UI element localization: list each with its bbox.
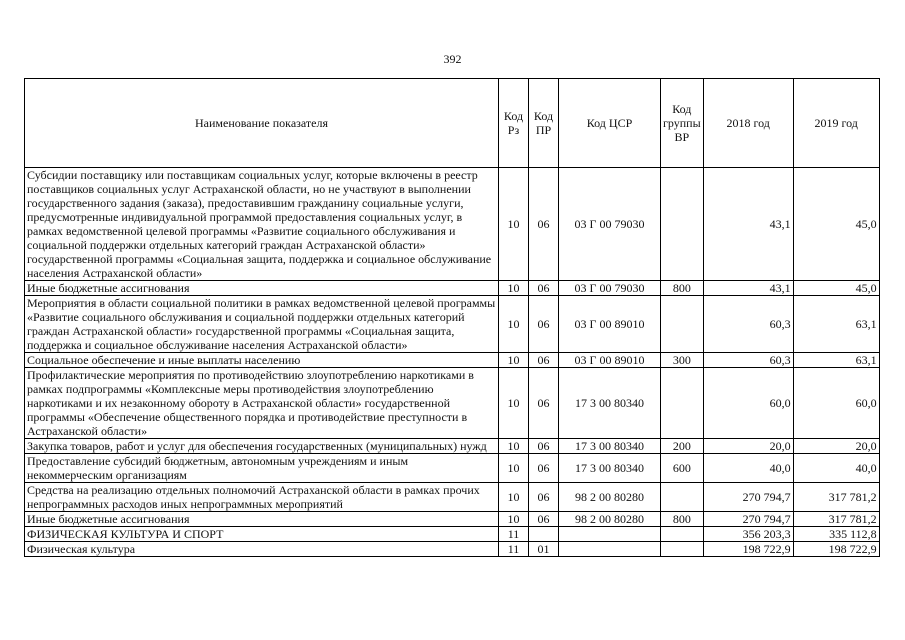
header-2019: 2019 год — [793, 79, 879, 168]
header-vr: Код группы ВР — [661, 79, 704, 168]
row-pr: 06 — [529, 296, 559, 353]
header-rz: Код Рз — [499, 79, 529, 168]
row-2019: 63,1 — [793, 296, 879, 353]
table-row — [25, 281, 880, 296]
row-csr: 17 3 00 80340 — [559, 439, 661, 454]
row-2018: 270 794,7 — [703, 512, 793, 527]
row-name: Субсидии поставщику или поставщикам социальных услуг, которые включены в реестр поставщиков социальных услуг Астраханской области, но не участвуют в выполнении государственного задания (заказа), предоставившим гражданину социальные услуги, предусмотренные индивидуальной программой предоставления социальных услуг, в рамках ведомственной целевой программы «Развитие социального обслуживания и социальной поддержки отдельных категорий граждан Астраханской области» государственной программы «Социальная защита, поддержка и социальное обслуживание населения Астраханской области» — [25, 168, 499, 281]
row-2019: 317 781,2 — [793, 483, 879, 512]
row-name: Средства на реализацию отдельных полномочий Астраханской области в рамках прочих непрограммных расходов иных непрограммных мероприятий — [25, 483, 499, 512]
row-csr: 98 2 00 80280 — [559, 512, 661, 527]
table-row — [25, 353, 880, 368]
table-row — [25, 454, 880, 483]
row-pr: 06 — [529, 368, 559, 439]
row-pr: 06 — [529, 281, 559, 296]
row-vr: 800 — [661, 512, 704, 527]
budget-table — [24, 78, 880, 557]
row-csr: 17 3 00 80340 — [559, 454, 661, 483]
row-pr — [529, 527, 559, 542]
row-2018: 60,3 — [703, 353, 793, 368]
row-csr — [559, 542, 661, 557]
row-2019: 60,0 — [793, 368, 879, 439]
row-name: ФИЗИЧЕСКАЯ КУЛЬТУРА И СПОРТ — [25, 527, 499, 542]
row-pr: 06 — [529, 454, 559, 483]
row-2019: 198 722,9 — [793, 542, 879, 557]
row-2019: 317 781,2 — [793, 512, 879, 527]
row-csr: 03 Г 00 89010 — [559, 296, 661, 353]
row-2018: 43,1 — [703, 168, 793, 281]
row-pr: 06 — [529, 483, 559, 512]
row-rz: 11 — [499, 542, 529, 557]
row-rz: 10 — [499, 368, 529, 439]
row-rz: 10 — [499, 281, 529, 296]
row-vr: 600 — [661, 454, 704, 483]
table-row — [25, 368, 880, 439]
row-pr: 01 — [529, 542, 559, 557]
table-row — [25, 296, 880, 353]
row-2019: 20,0 — [793, 439, 879, 454]
row-csr: 03 Г 00 79030 — [559, 168, 661, 281]
header-2018: 2018 год — [703, 79, 793, 168]
table-row — [25, 483, 880, 512]
row-rz: 10 — [499, 454, 529, 483]
row-2019: 63,1 — [793, 353, 879, 368]
row-rz: 10 — [499, 296, 529, 353]
header-csr: Код ЦСР — [559, 79, 661, 168]
row-pr: 06 — [529, 168, 559, 281]
row-2018: 20,0 — [703, 439, 793, 454]
row-name: Социальное обеспечение и иные выплаты населению — [25, 353, 499, 368]
row-2018: 270 794,7 — [703, 483, 793, 512]
header-pr: Код ПР — [529, 79, 559, 168]
row-vr: 200 — [661, 439, 704, 454]
row-2018: 43,1 — [703, 281, 793, 296]
row-rz: 11 — [499, 527, 529, 542]
row-2019: 40,0 — [793, 454, 879, 483]
row-name: Физическая культура — [25, 542, 499, 557]
page-number: 392 — [443, 52, 462, 66]
table-row — [25, 439, 880, 454]
row-2019: 335 112,8 — [793, 527, 879, 542]
table-row — [25, 542, 880, 557]
table-row — [25, 168, 880, 281]
table-row — [25, 527, 880, 542]
row-2018: 60,0 — [703, 368, 793, 439]
row-2019: 45,0 — [793, 168, 879, 281]
table-header-row — [25, 79, 880, 168]
row-vr — [661, 542, 704, 557]
row-name: Закупка товаров, работ и услуг для обеспечения государственных (муниципальных) нужд — [25, 439, 499, 454]
row-name: Мероприятия в области социальной политики в рамках ведомственной целевой программы «Развитие социального обслуживания и социальной поддержки отдельных категорий граждан Астраханской области» государственной программы «Социальная защита, поддержка и социальное обслуживание населения Астраханской области» — [25, 296, 499, 353]
row-rz: 10 — [499, 353, 529, 368]
row-rz: 10 — [499, 168, 529, 281]
row-csr: 03 Г 00 89010 — [559, 353, 661, 368]
row-pr: 06 — [529, 512, 559, 527]
row-vr: 300 — [661, 353, 704, 368]
row-name: Иные бюджетные ассигнования — [25, 512, 499, 527]
row-name: Профилактические мероприятия по противодействию злоупотреблению наркотиками в рамках подпрограммы «Комплексные меры противодействия злоупотреблению наркотиками и их незаконному обороту в Астраханской области» государственной программы «Обеспечение общественного порядка и противодействие преступности в Астраханской области» — [25, 368, 499, 439]
header-name: Наименование показателя — [25, 79, 499, 168]
row-pr: 06 — [529, 353, 559, 368]
row-vr — [661, 527, 704, 542]
row-2018: 356 203,3 — [703, 527, 793, 542]
row-rz: 10 — [499, 439, 529, 454]
row-csr — [559, 527, 661, 542]
row-csr: 17 3 00 80340 — [559, 368, 661, 439]
row-rz: 10 — [499, 512, 529, 527]
table-row — [25, 512, 880, 527]
row-rz: 10 — [499, 483, 529, 512]
row-vr — [661, 483, 704, 512]
row-vr — [661, 296, 704, 353]
row-vr — [661, 168, 704, 281]
row-vr: 800 — [661, 281, 704, 296]
row-2018: 60,3 — [703, 296, 793, 353]
row-vr — [661, 368, 704, 439]
row-2019: 45,0 — [793, 281, 879, 296]
row-pr: 06 — [529, 439, 559, 454]
row-2018: 40,0 — [703, 454, 793, 483]
row-name: Иные бюджетные ассигнования — [25, 281, 499, 296]
row-csr: 98 2 00 80280 — [559, 483, 661, 512]
row-2018: 198 722,9 — [703, 542, 793, 557]
row-csr: 03 Г 00 79030 — [559, 281, 661, 296]
row-name: Предоставление субсидий бюджетным, автономным учреждениям и иным некоммерческим организациям — [25, 454, 499, 483]
